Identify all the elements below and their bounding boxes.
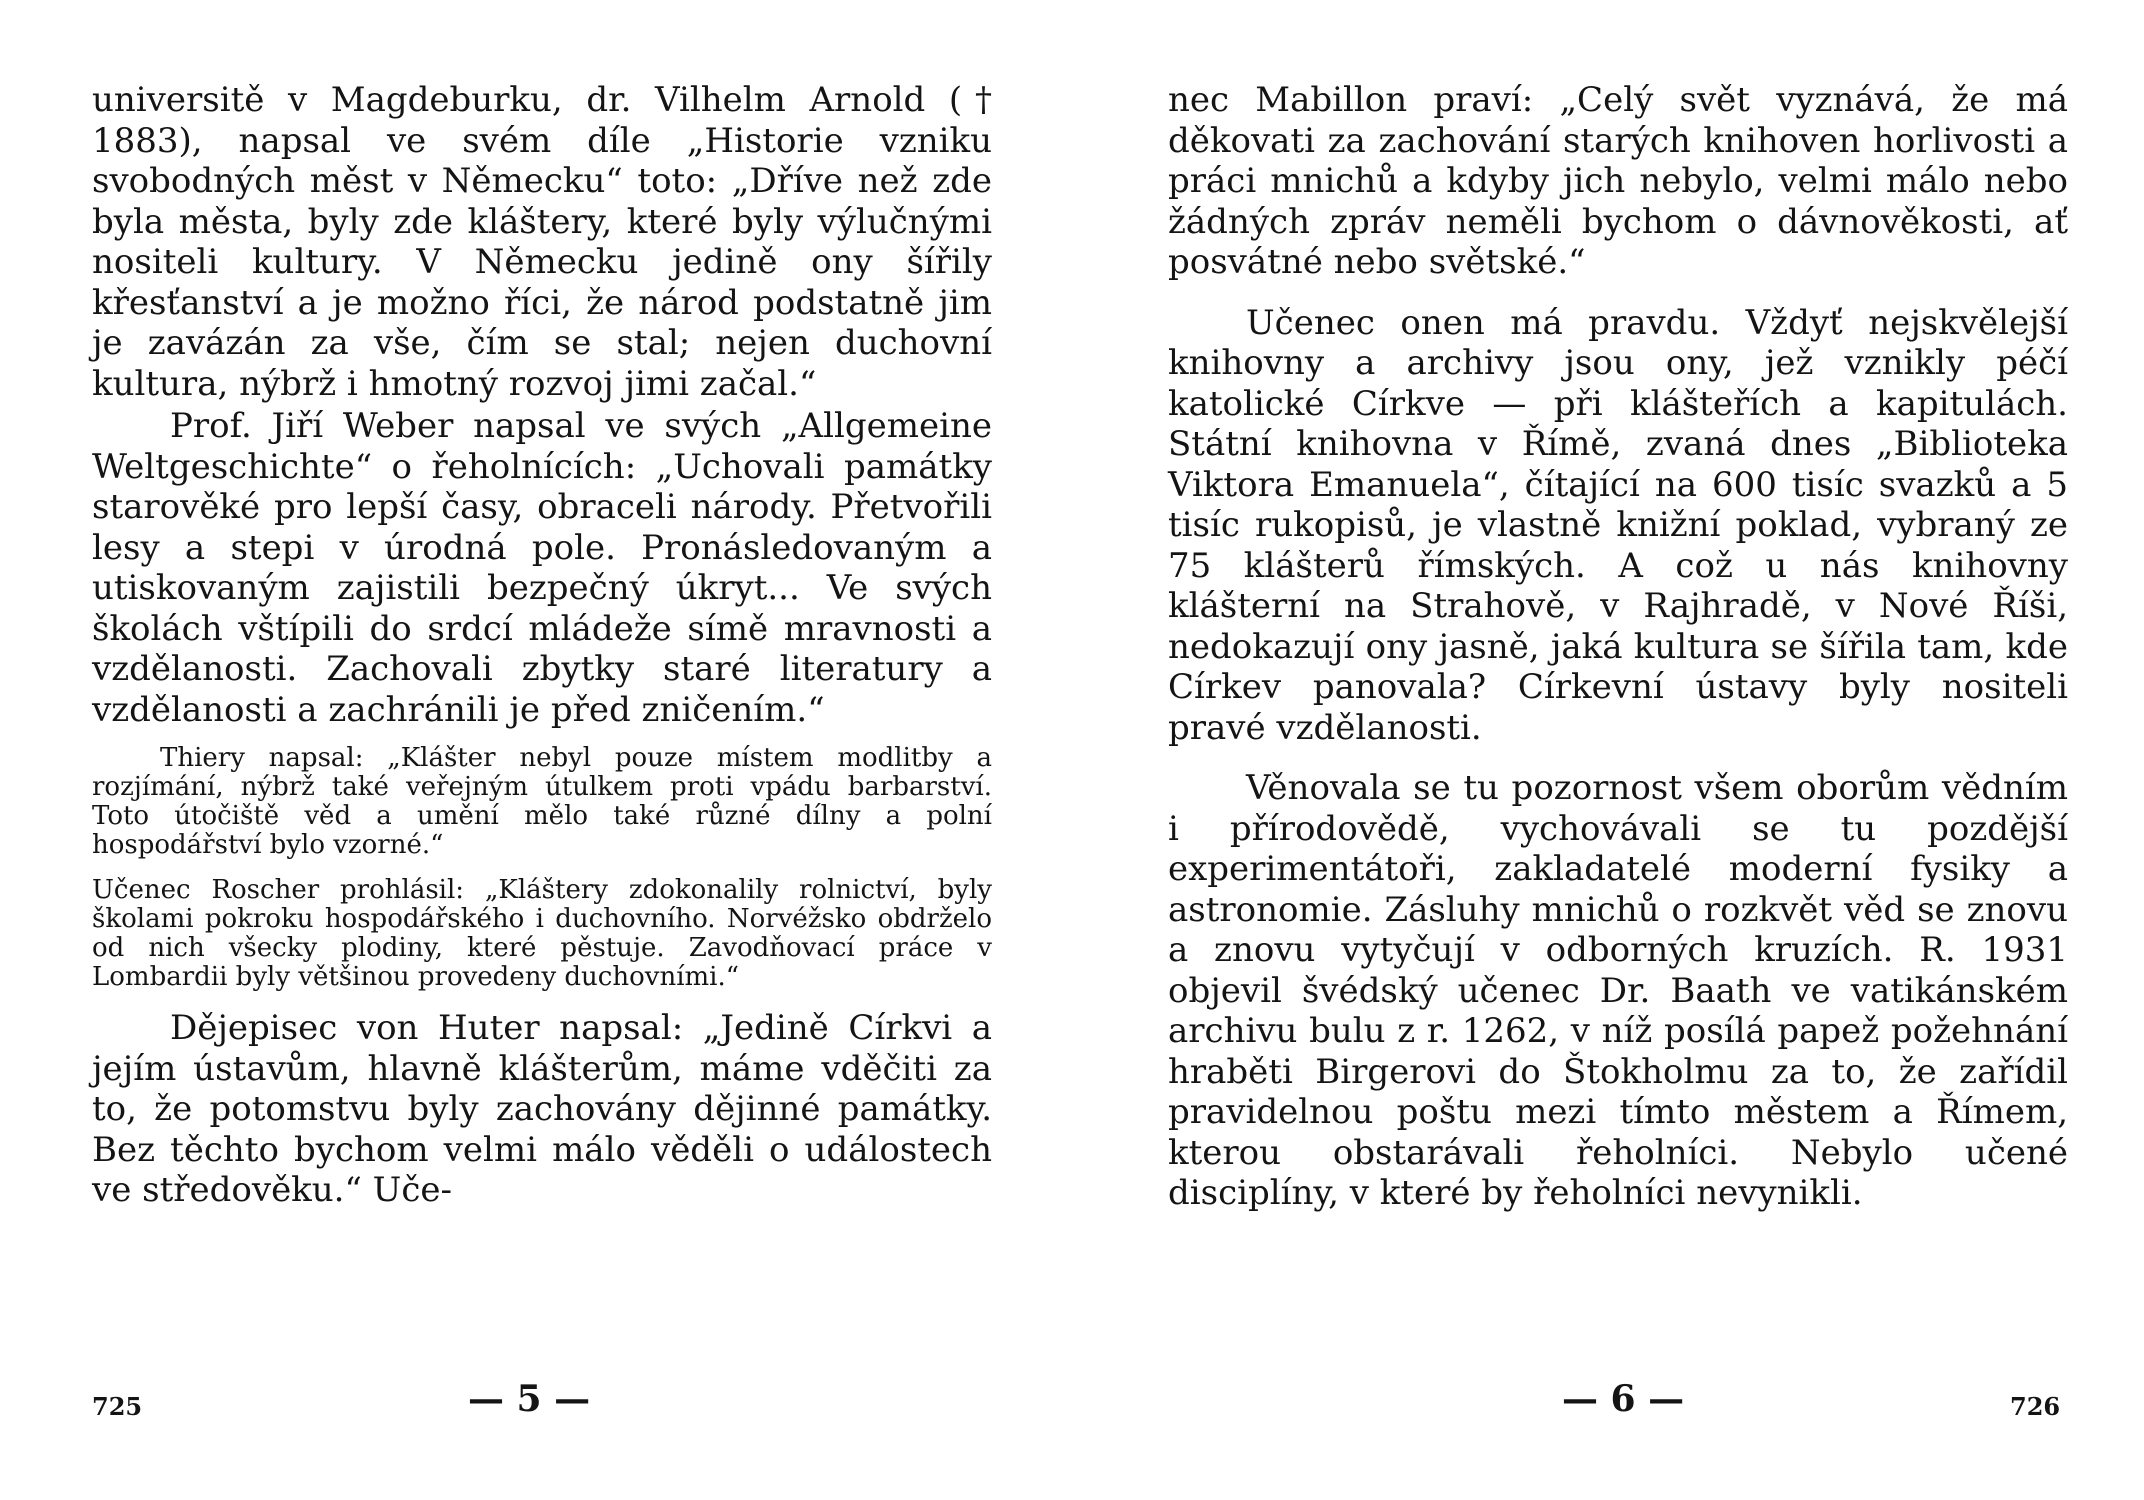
left-page (92, 80, 992, 1211)
page-number-right: 726 (2010, 1392, 2061, 1421)
paragraph-huter: Dějepisec von Huter napsal: „Jedině Církvi a jejím ústavům, hlavně klášterům, máme vděčiti za to, že potomstvu byly zachovány dějinné památky. Bez těchto bychom velmi málo věděli o událostech ve středověku.“ Uče- (92, 1008, 992, 1210)
page-number-left: 725 (92, 1392, 143, 1421)
paragraph-mabillon: nec Mabillon praví: „Celý svět vyznává, že má děkovati za zachování starých knihoven horlivosti a práci mnichů a kdyby jich nebylo, velmi málo nebo žádných zpráv neměli bychom o dávnověkosti, ať posvátné nebo světské.“ (1168, 80, 2068, 282)
paragraph-libraries: Učenec onen má pravdu. Vždyť nejskvělejší knihovny a archivy jsou ony, jež vznikly péčí katolické Církve — při klášteřích a kapitulách. Státní knihovna v Římě, zvaná dnes „Biblioteka Viktora Emanuela“, čítající na 600 tisíc svazků a 5 tisíc rukopisů, je vlastně knižní poklad, vybraný ze 75 klášterů římských. A což u nás knihovny klášterní na Strahově, v Rajhradě, v Nové Říši, nedokazují ony jasně, jaká kultura se šířila tam, kde Církev panovala? Církevní ústavy byly nositeli pravé vzdělanosti. (1168, 302, 2068, 748)
quote-roscher: Učenec Roscher prohlásil: „Kláštery zdokonalily rolnictví, byly školami pokroku hospodářského i duchovního. Norvéžsko obdrželo od nich všecky plodiny, které pěstuje. Zavodňovací práce v Lombardii byly většinou provedeny duchovními.“ (92, 875, 992, 992)
quote-thiery: Thiery napsal: „Klášter nebyl pouze místem modlitby a rozjímání, nýbrž také veřejným útulkem proti vpádu barbarství. Toto útočiště věd a umění mělo také různé dílny a polní hospodářství bylo vzorné.“ (92, 743, 992, 860)
paragraph-weber: Prof. Jiří Weber napsal ve svých „Allgemeine Weltgeschichte“ o řeholnících: „Uchovali památky starověké pro lepší časy, obraceli národy. Přetvořili lesy a stepi v úrodná pole. Pronásledovaným a utiskovaným zajistili bezpečný úkryt... Ve svých školách vštípili do srdcí mládeže símě mravnosti a vzdělanosti. Zachovali zbytky staré literatury a vzdělanosti a zachránili je před zničením.“ (92, 406, 992, 730)
page-marker-right: — 6 — (1562, 1378, 1685, 1420)
right-page (1168, 80, 2068, 1214)
page-marker-left: — 5 — (468, 1378, 591, 1420)
paragraph-arnold: universitě v Magdeburku, dr. Vilhelm Arnold († 1883), napsal ve svém díle „Historie vzniku svobodných měst v Německu“ toto: „Dříve než zde byla města, byly zde kláštery, které byly výlučnými nositeli kultury. V Německu jedině ony šířily křesťanství a je možno říci, že národ podstatně jim je zavázán za vše, čím se stal; nejen duchovní kultura, nýbrž i hmotný rozvoj jimi začal.“ (92, 80, 992, 404)
paragraph-sciences: Věnovala se tu pozornost všem oborům vědním i přírodovědě, vychovávali se tu pozdější experimentátoři, zakladatelé moderní fysiky a astronomie. Zásluhy mnichů o rozkvět věd se znovu a znovu vytyčují v odborných kruzích. R. 1931 objevil švédský učenec Dr. Baath ve vatikánském archivu bulu z r. 1262, v níž posílá papež požehnání hraběti Birgerovi do Štokholmu za to, že zařídil pravidelnou poštu mezi tímto městem a Římem, kterou obstarávali řeholníci. Nebylo učené disciplíny, v které by řeholníci nevynikli. (1168, 768, 2068, 1213)
